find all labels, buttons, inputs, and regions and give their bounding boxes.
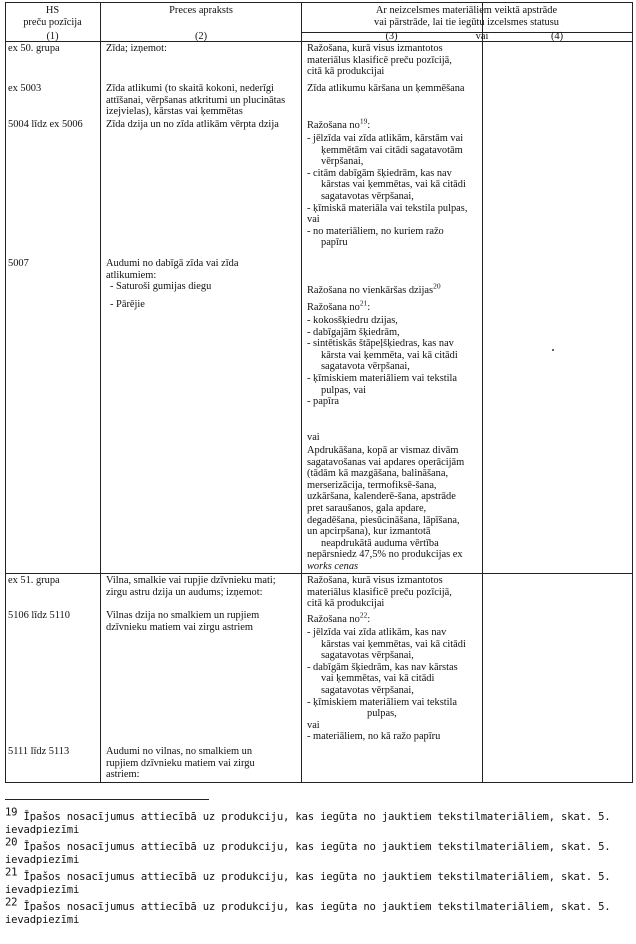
hs-code: 5007 xyxy=(8,258,29,269)
col-number-3: (3) xyxy=(385,31,398,42)
footnote: $^{20}$ Īpašos nosacījumus attiecībā uz produkciju, kas iegūta no jauktiem tekstilmateriāliem, skat. 5. ievadpiezīmi xyxy=(5,836,611,866)
description: Zīda; izņemot: xyxy=(106,43,167,54)
table-border-top xyxy=(5,2,633,3)
col-number-1: (1) xyxy=(46,31,59,42)
description: Audumi no dabīgā zīda vai zīda atlikumiem: - Saturoši gumijas diegu - Pārējie xyxy=(106,258,239,310)
hs-code: ex 50. grupa xyxy=(8,43,60,54)
rule-text: Ražošana no vienkāršas dzijas$^{20}$ xyxy=(307,281,441,296)
footnote-number: 21 xyxy=(5,866,18,879)
row-divider xyxy=(5,573,633,574)
col-number-2: (2) xyxy=(194,31,208,42)
description: Vilnas dzija no smalkiem un rupjiem dzīvnieku matiem vai zirgu astriem xyxy=(106,610,260,633)
rule-list: - jēlzīda vai zīda atlikām, kas nav kārstas vai ķemmētas, vai kā citādi sagatavotas vērpšanai, - dabīgām šķiedrām, kas nav kārstas vai ķemmētas, vai kā citādi sagatavotas vērpšanai, - ķīmiskiem materiāliem vai tekstila pulpas, vai - materiāliem, no kā ražo papīru xyxy=(307,627,466,743)
rule-heading: Ražošana $no^{22}$: xyxy=(307,610,371,625)
header-description: Preces apraksts xyxy=(169,5,233,16)
footnote-separator xyxy=(5,799,209,800)
header-or: vai xyxy=(475,31,489,42)
rule-list: - kokosšķiedru dzijas, - dabīgajām šķiedrām, - sintētiskās štāpeļšķiedras, kas nav kārsta vai ķemmēta, vai kā citādi sagatavota vērpšanai, - ķīmiskiem materiāliem vai tekstila pulpas, vai - papīra xyxy=(307,315,458,408)
column-divider xyxy=(482,2,483,783)
table-border-right xyxy=(632,2,633,783)
hs-code: ex 5003 xyxy=(8,83,42,94)
rule-text: Ražošana, kurā visus izmantotos materiālus klasificē preču pozīcijā, citā kā produkcijai xyxy=(307,575,452,610)
rule-text: Ražošana, kurā visus izmantotos materiālus klasificē preču pozīcijā, citā kā produkcijai xyxy=(307,43,452,78)
footnote-number: 22 xyxy=(5,896,18,909)
table-border-left xyxy=(5,2,6,783)
footnote-number: 20 xyxy=(5,836,18,849)
column-divider xyxy=(301,2,302,783)
footnote-number: 19 xyxy=(5,806,18,819)
description: Audumi no vilnas, no smalkiem un rupjiem dzīvnieku matiem vai zirgu astriem: xyxy=(106,746,255,781)
header-hs: HS preču pozīcija xyxy=(23,5,82,28)
hs-code: 5004 līdz ex 5006 xyxy=(8,119,83,130)
footnote: $^{19}$ Īpašos nosacījumus attiecībā uz produkciju, kas iegūta no jauktiem tekstilmateriāliem, skat. 5. ievadpiezīmi xyxy=(5,806,611,836)
rule-heading: Ražošana $no^{19}$: xyxy=(307,116,371,131)
description: Vilna, smalkie vai rupjie dzīvnieku mati; zirgu astru dzija un audums; izņemot: xyxy=(106,575,276,598)
rule-text: Apdrukāšana, kopā ar vismaz divām sagatavošanas vai apdares operācijām (tādām kā mazgāšana, balināšana, merserizācija, termofiksē-šana, uzkāršana, kalenderē-šana, apstrāde pret saraušanos, gala apdare, degadēšana, piesūcināšana, lāpīšana, un apcirpšana), kur izmantotā neapdrukātā auduma vērtība nepārsniedz 47,5% no produkcijas ex works cenas xyxy=(307,445,465,572)
table-border-bottom xyxy=(5,782,633,783)
rules-table xyxy=(5,2,633,783)
hs-code: ex 51. grupa xyxy=(8,575,60,586)
col-number-4: (4) xyxy=(550,31,564,42)
rule-or: vai xyxy=(307,432,320,443)
description: Zīda atlikumi (to skaitā kokoni, nederīgi attīšanai, vērpšanas atkritumi un plucinātas izejvielas), kārstas vai ķemmētas xyxy=(106,83,286,118)
hs-code: 5106 līdz 5110 xyxy=(8,610,70,621)
footnote: $^{22}$ Īpašos nosacījumus attiecībā uz produkciju, kas iegūta no jauktiem tekstilmateriāliem, skat. 5. ievadpiezīmi xyxy=(5,896,611,926)
footnote: $^{21}$ Īpašos nosacījumus attiecībā uz produkciju, kas iegūta no jauktiem tekstilmateriāliem, skat. 5. ievadpiezīmi xyxy=(5,866,611,896)
description: Zīda dzija un no zīda atlikām vērpta dzija xyxy=(106,119,279,130)
scan-speck xyxy=(552,349,554,351)
footnote-ref: 22 xyxy=(359,610,368,620)
footnote-ref: 19 xyxy=(359,116,368,126)
rule-list: - jēlzīda vai zīda atlikām, kārstām vai ķemmētām vai citādi sagatavotām vērpšanai, - citām dabīgām šķiedrām, kas nav kārstas vai ķemmētas, vai kā citādi sagatavotas vērpšanai, - ķīmiskā materiāla vai tekstila pulpas, vai - no materiāliem, no kuriem ražo papīru xyxy=(307,133,468,249)
header-processing: Ar neizcelsmes materiāliem veiktā apstrāde vai pārstrāde, lai tie iegūtu izcelsmes statusu xyxy=(374,5,559,28)
rule-heading: Ražošana $no^{21}$: xyxy=(307,298,371,313)
footnote-ref: 21 xyxy=(359,298,368,308)
hs-code: 5111 līdz 5113 xyxy=(8,746,70,757)
rule-text: Zīda atlikumu kāršana un ķemmēšana xyxy=(307,83,465,94)
column-divider xyxy=(100,2,101,783)
footnote-ref: 20 xyxy=(433,281,441,291)
